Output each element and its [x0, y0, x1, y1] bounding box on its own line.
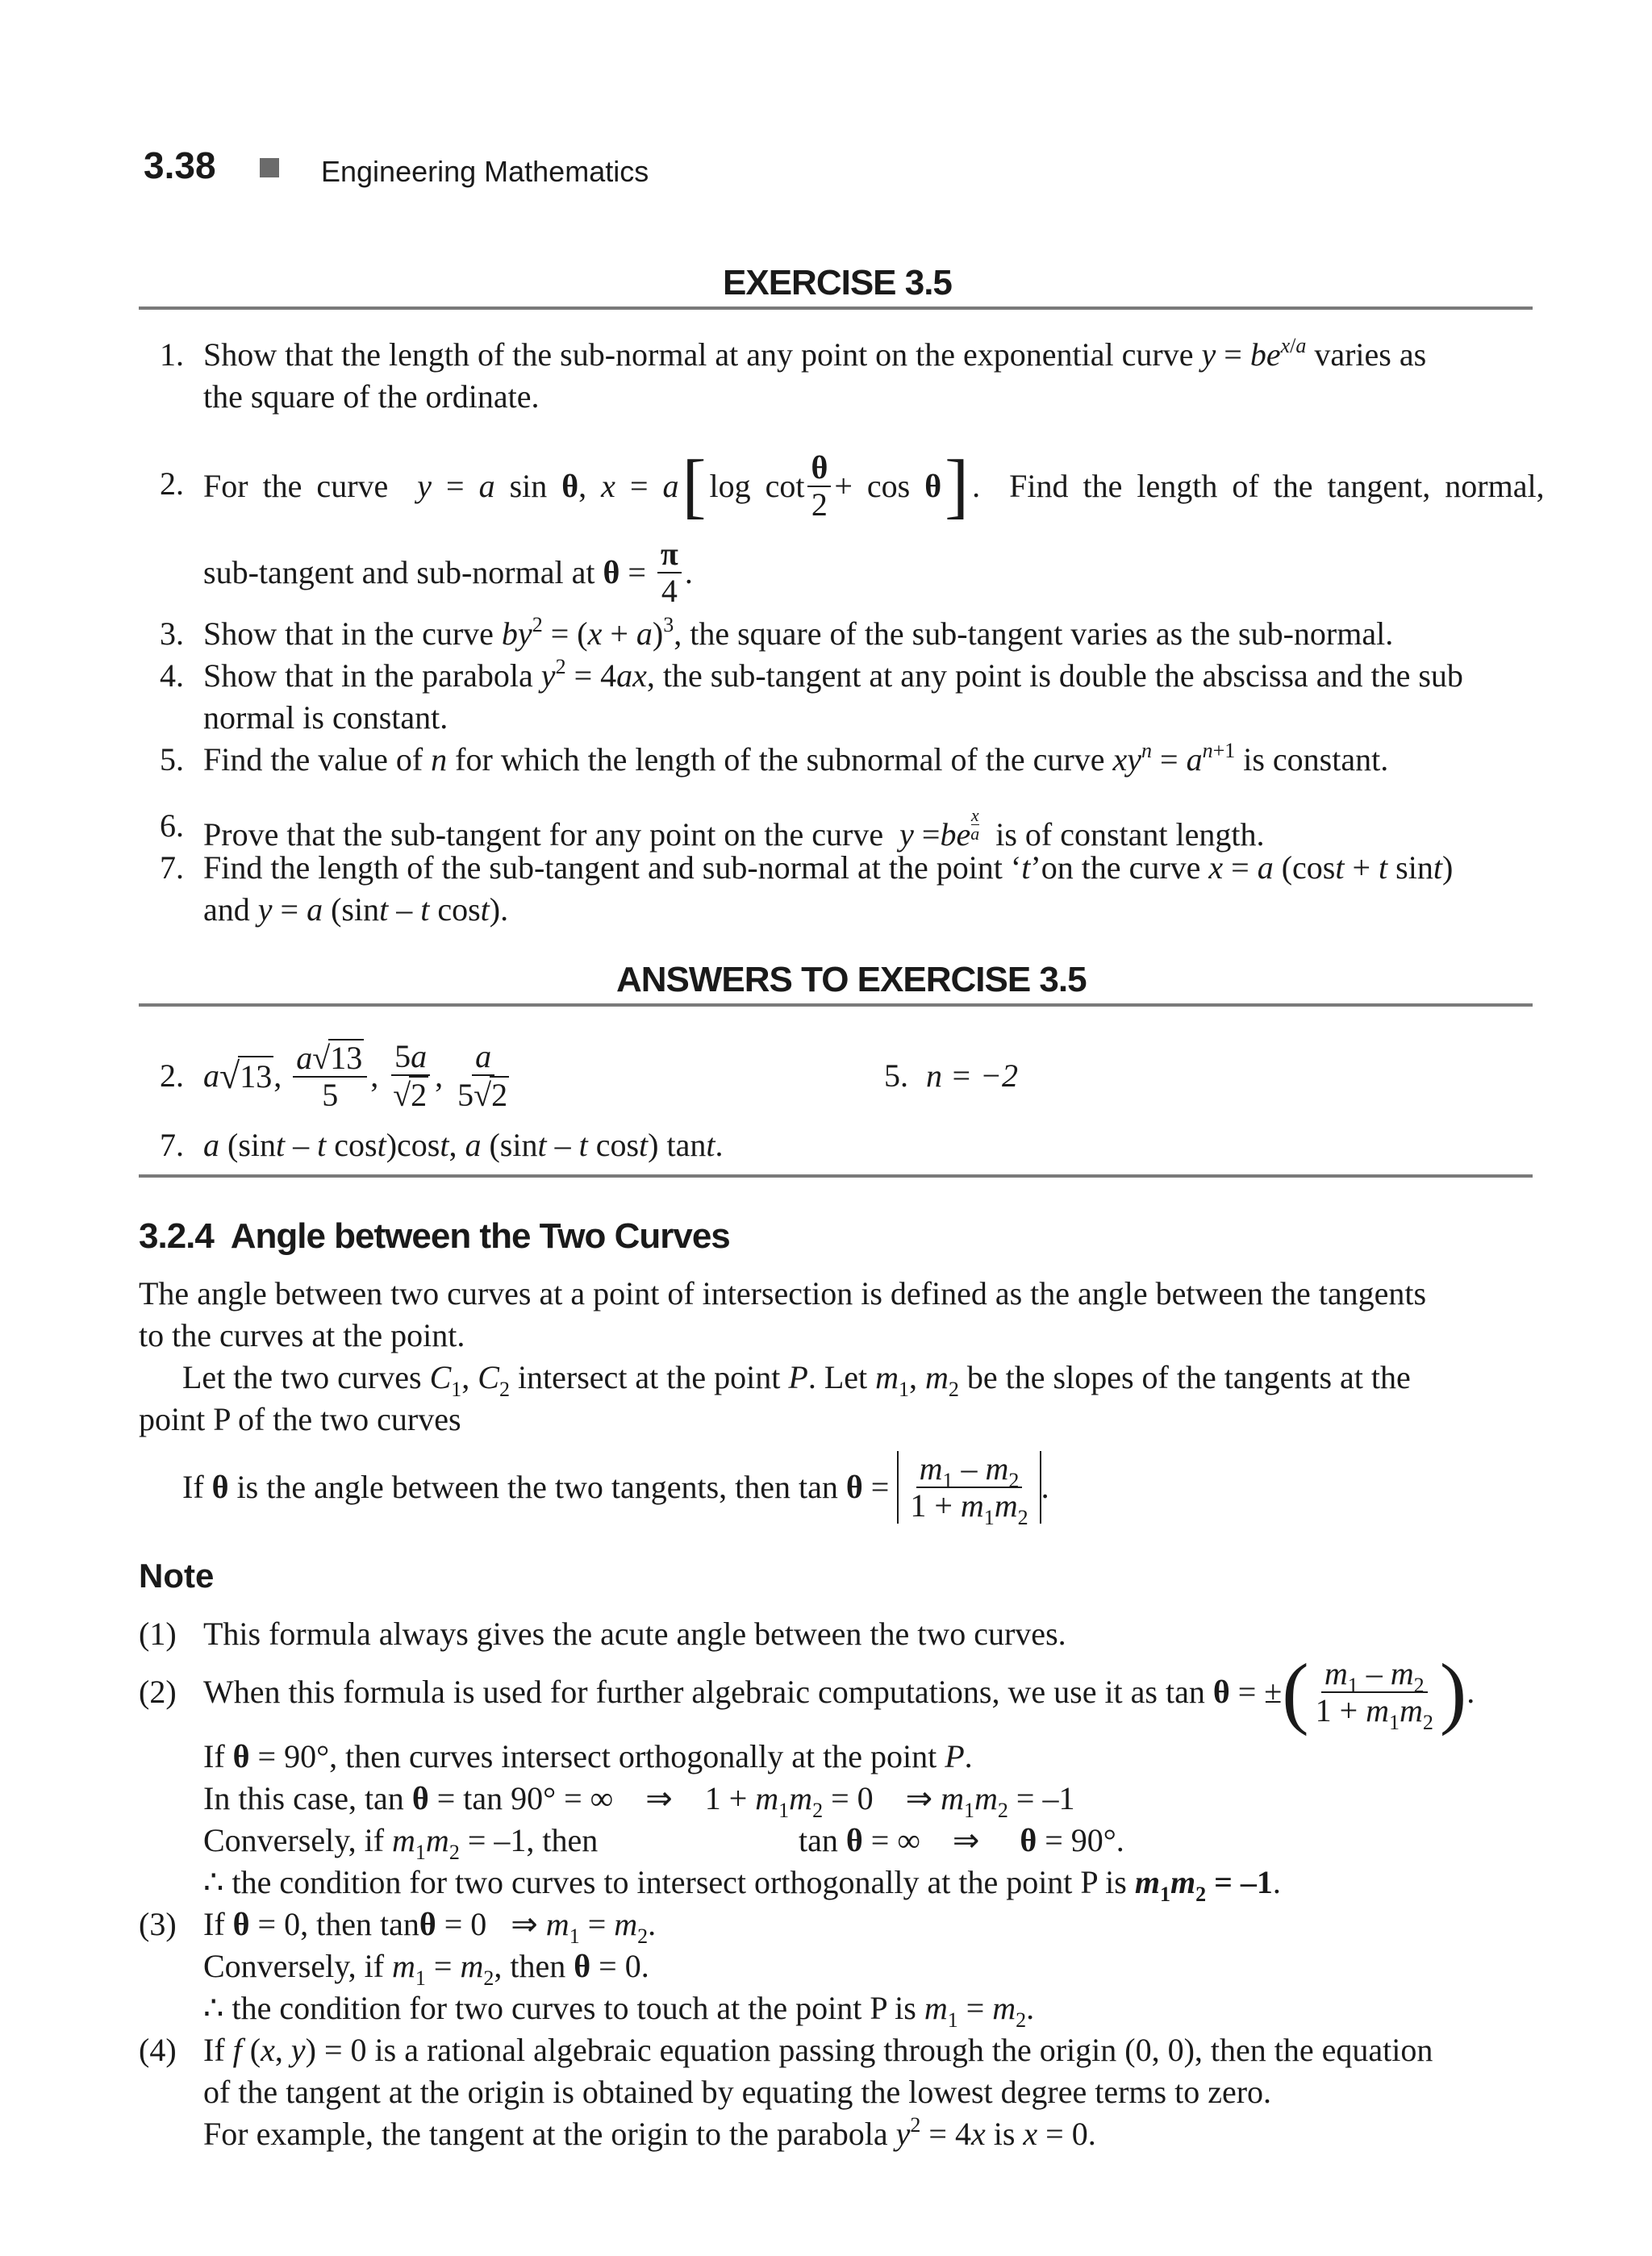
note-3-line3: ∴ the condition for two curves to touch at the point P is $m_1 = m_2$. — [203, 1990, 1035, 2032]
note-2-line2: If θ = 90°, then curves intersect orthogonally at the point P. — [203, 1738, 973, 1774]
note-3-line2: Conversely, if $m_1 = m_2$, then θ = 0. — [203, 1948, 649, 1990]
item-3-number: 3. — [160, 615, 184, 652]
answers-bottom-rule — [139, 1174, 1533, 1178]
answers-top-rule — [139, 1003, 1533, 1007]
note-1-text: This formula always gives the acute angle between the two curves. — [203, 1616, 1066, 1652]
item-6-number: 6. — [160, 807, 184, 844]
item-1-text: Show that the length of the sub-normal at any point on the exponential curve $y = be^{x/a}$ varies as — [203, 334, 1427, 373]
answer-7-number: 7. — [160, 1127, 184, 1163]
item-7-text: Find the length of the sub-tangent and sub-normal at the point ‘t’on the curve x = a (cost + t sint) — [203, 849, 1454, 886]
item-5-number: 5. — [160, 741, 184, 778]
item-1-text-line2: the square of the ordinate. — [203, 378, 540, 415]
item-4-number: 4. — [160, 657, 184, 694]
item-2-number: 2. — [160, 465, 184, 502]
item-2-text: For the curve y = a sin θ , x = a [ log cot $\frac{\theta}{2}$ + cos θ ] . Find the length of the tangent, normal, — [203, 446, 1545, 526]
section-para2-line2: point P of the two curves — [139, 1401, 461, 1437]
answers-title: ANSWERS TO EXERCISE 3.5 — [616, 960, 1087, 999]
answer-7-text: a (sint – t cost)cost, a (sint – t cost) tant. — [203, 1127, 724, 1163]
answer-2-number: 2. — [160, 1057, 184, 1094]
section-heading: 3.2.4 Angle between the Two Curves — [139, 1216, 730, 1256]
book-title: Engineering Mathematics — [321, 155, 649, 188]
note-2-line5: ∴ the condition for two curves to intersect orthogonally at the point P is $m_1m_2 = -1$. — [203, 1864, 1281, 1906]
item-3-text: Show that in the curve $by^2 = (x + a)^3$, the square of the sub-tangent varies as the sub-normal. — [203, 613, 1394, 652]
note-4-line3: For example, the tangent at the origin to the parabola $y^2 = 4x$ is x = 0. — [203, 2113, 1096, 2152]
section-para1-line2: to the curves at the point. — [139, 1317, 465, 1353]
note-2-number: (2) — [139, 1674, 177, 1710]
note-2-line4: Conversely, if $m_1m_2 = -1$, then — [203, 1822, 599, 1864]
exercise-title: EXERCISE 3.5 — [723, 263, 952, 302]
note-1-number: (1) — [139, 1616, 177, 1652]
note-3-number: (3) — [139, 1906, 177, 1942]
item-5-text: Find the value of n for which the length of the subnormal of the curve $xy^n = a^{n+1}$ is constant. — [203, 739, 1389, 778]
section-para1-line1: The angle between two curves at a point of intersection is defined as the angle between the tangents — [139, 1275, 1427, 1311]
exercise-rule — [139, 306, 1533, 310]
section-para2-line1: Let the two curves $C_1$, $C_2$ intersect at the point P. Let $m_1$, $m_2$ be the slopes of the tangents at the — [182, 1359, 1411, 1401]
note-4-line2: of the tangent at the origin is obtained by equating the lowest degree terms to zero. — [203, 2074, 1272, 2110]
item-7-number: 7. — [160, 849, 184, 886]
note-title: Note — [139, 1557, 215, 1595]
section-para3-formula: If θ is the angle between the two tangents, then tan θ = $\frac{m_1 - m_2}{1 + m_1m_2}$ . — [182, 1450, 1049, 1529]
item-7-text-line2: and y = a (sint – t cost). — [203, 891, 509, 928]
item-4-text: Show that in the parabola $y^2 = 4ax$, the sub-tangent at any point is double the abscissa and the sub — [203, 655, 1463, 694]
page-number: 3.38 — [144, 144, 216, 186]
header-square-icon — [260, 158, 279, 177]
item-6-text: Prove that the sub-tangent for any point on the curve y =be $\frac{x}{a}$ is of constant length. — [203, 805, 1265, 853]
answer-5-text: n = −2 — [926, 1057, 1018, 1094]
answer-5-number: 5. — [884, 1057, 908, 1094]
note-4-text: If f (x, y) = 0 is a rational algebraic equation passing through the origin (0, 0), then the equation — [203, 2032, 1433, 2068]
note-4-number: (4) — [139, 2032, 177, 2068]
note-2-line4-b: tan θ = ∞ ⇒ θ = 90°. — [799, 1822, 1124, 1858]
item-4-text-line2: normal is constant. — [203, 699, 448, 736]
note-3-text: If θ = 0, then tanθ = 0 ⇒ $m_1 = m_2$. — [203, 1906, 657, 1948]
note-2-text: When this formula is used for further algebraic computations, we use it as tan θ = ± ( $\frac{m_1 - m_2}{1 + m_1m_2}$ ) . — [203, 1647, 1475, 1737]
item-2-text-line2: sub-tangent and sub-normal at θ = $\frac{\pi}{4}$ . — [203, 536, 693, 609]
item-1-number: 1. — [160, 336, 184, 373]
note-2-line3: In this case, tan θ = tan 90° = ∞ ⇒ $1 + m_1m_2 = 0$ ⇒ $m_1m_2 = -1$ — [203, 1780, 1075, 1822]
answer-2-text: a √ 13 , $\frac{a√13}{5}$ , $\frac{5a}{√2}$ , $\frac{a}{5√2}$ — [203, 1038, 508, 1113]
